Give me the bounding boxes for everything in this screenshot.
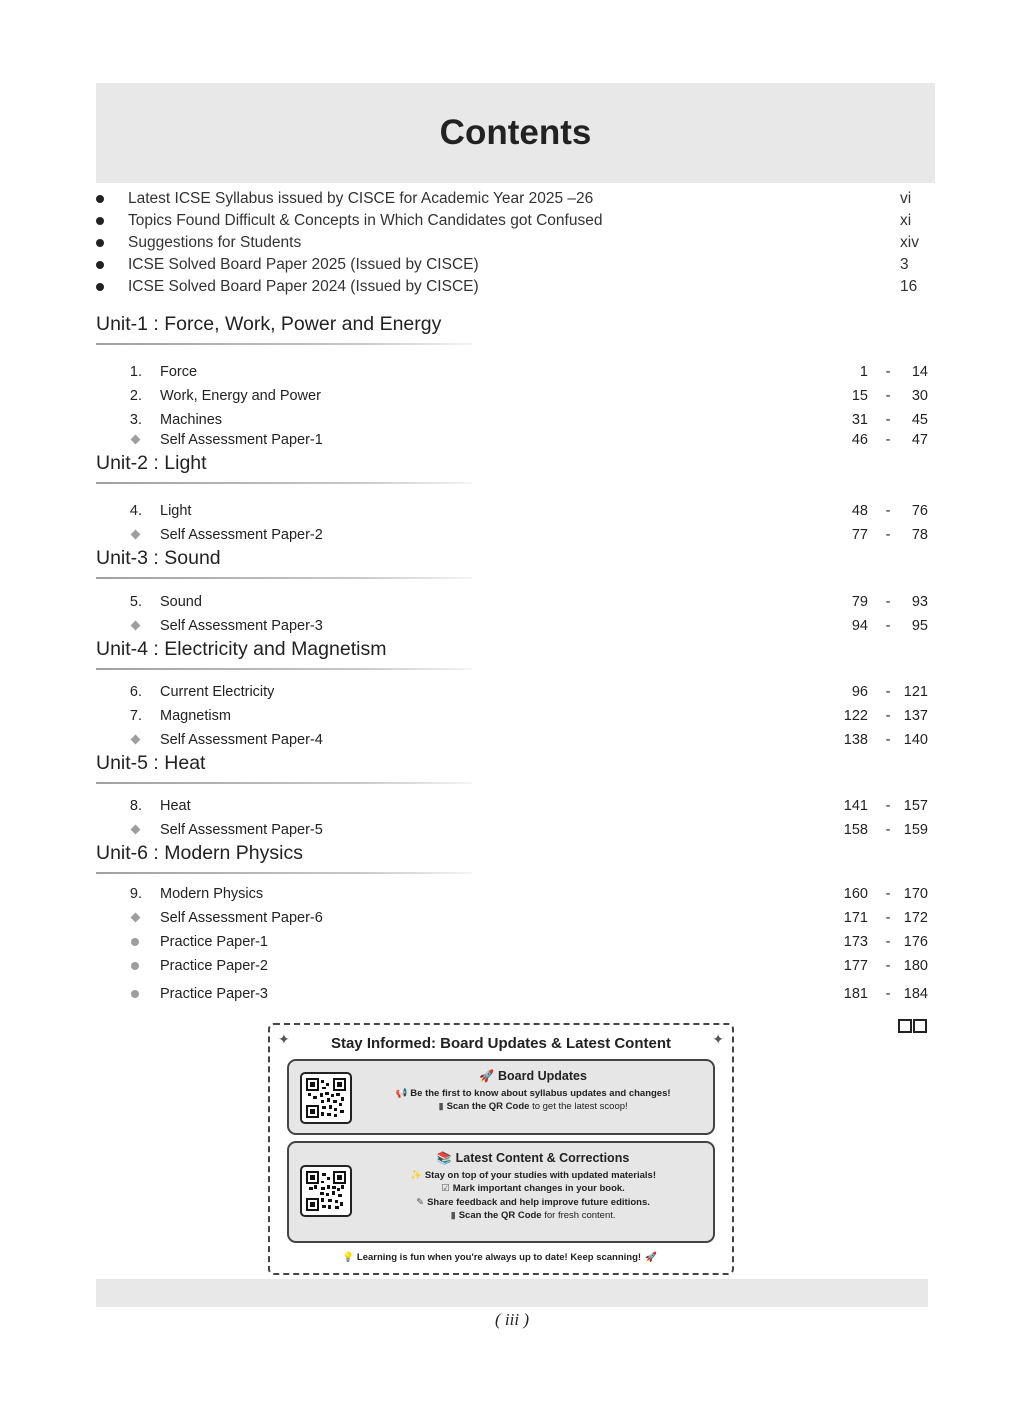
- toc-entry[interactable]: [0, 503, 1024, 523]
- unit-title: Unit-2 : Light: [96, 452, 207, 474]
- page-end: 76: [911, 503, 928, 519]
- page-range-dash: -: [885, 388, 891, 404]
- intro-item-page: xiv: [900, 234, 919, 251]
- intro-item-label: Suggestions for Students: [128, 234, 302, 251]
- chapter-number: 8.: [129, 798, 142, 814]
- check-box-icon: ☑: [441, 1183, 450, 1194]
- page-end: 78: [911, 527, 928, 543]
- entry-title: Practice Paper-1: [160, 934, 268, 950]
- unit-heading: [96, 842, 476, 865]
- unit-heading: [96, 547, 476, 570]
- bullet-icon: [96, 239, 104, 247]
- info-box-footer-text: Learning is fun when you're always up to date! Keep scanning!: [356, 1252, 642, 1263]
- toc-entry[interactable]: [0, 432, 1024, 452]
- entry-title: Magnetism: [160, 708, 231, 724]
- intro-item-page: xi: [900, 212, 912, 229]
- page-start: 48: [851, 503, 868, 519]
- board-updates-line-1: Be the first to know about syllabus updates and changes!: [410, 1087, 671, 1099]
- entry-title: Self Assessment Paper-4: [160, 732, 323, 748]
- intro-item-label: Latest ICSE Syllabus issued by CISCE for Academic Year 2025 –26: [128, 190, 594, 207]
- page-start: 15: [851, 388, 868, 404]
- qr-code-icon[interactable]: [300, 1165, 352, 1217]
- page-end: 140: [903, 732, 928, 748]
- page-start: 77: [851, 527, 868, 543]
- page-range-dash: -: [885, 822, 891, 838]
- toc-entry[interactable]: [0, 684, 1024, 704]
- latest-line-3: Share feedback and help improve future editions.: [427, 1196, 650, 1208]
- page-range-dash: -: [885, 364, 891, 380]
- latest-content-title: Latest Content & Corrections: [455, 1151, 630, 1165]
- toc-entry[interactable]: [0, 618, 1024, 638]
- intro-item-label: ICSE Solved Board Paper 2025 (Issued by CISCE): [128, 256, 479, 273]
- page-start: 31: [851, 412, 868, 428]
- diamond-bullet-icon: [131, 735, 141, 745]
- diamond-bullet-icon: [131, 435, 141, 445]
- intro-item[interactable]: [96, 232, 928, 254]
- qr-code-graphic: [306, 1078, 346, 1118]
- info-box-header: Stay Informed: Board Updates & Latest Content: [330, 1035, 672, 1052]
- intro-item-page: 16: [900, 278, 918, 295]
- dot-bullet-icon: [131, 962, 139, 970]
- bullet-icon: [96, 217, 104, 225]
- page-start: 96: [851, 684, 868, 700]
- entry-title: Self Assessment Paper-6: [160, 910, 323, 926]
- page-end: 93: [911, 594, 928, 610]
- rocket-icon: 🚀: [479, 1069, 495, 1083]
- entry-title: Work, Energy and Power: [160, 388, 321, 404]
- lightbulb-icon: 💡: [342, 1252, 354, 1263]
- bullet-icon: [96, 195, 104, 203]
- page-range-dash: -: [885, 527, 891, 543]
- entry-title: Practice Paper-2: [160, 958, 268, 974]
- entry-title: Self Assessment Paper-2: [160, 527, 323, 543]
- page-range-dash: -: [885, 798, 891, 814]
- unit-rule: [96, 577, 472, 579]
- party-popper-icon: ✦: [712, 1031, 724, 1047]
- board-scan-rest: to get the latest scoop!: [529, 1101, 628, 1112]
- page-end: 159: [903, 822, 928, 838]
- toc-entry[interactable]: [0, 934, 1024, 954]
- toc-entry[interactable]: [0, 527, 1024, 547]
- board-updates-card: [287, 1059, 715, 1135]
- page-range-dash: -: [885, 934, 891, 950]
- unit-title: Unit-3 : Sound: [96, 547, 221, 569]
- page-start: 138: [843, 732, 868, 748]
- page-start: 141: [843, 798, 868, 814]
- intro-item[interactable]: [96, 276, 928, 298]
- entry-title: Current Electricity: [160, 684, 275, 700]
- unit-heading: [96, 452, 476, 475]
- bullet-icon: [96, 283, 104, 291]
- rocket-icon: 🚀: [645, 1252, 657, 1263]
- page-end: 95: [911, 618, 928, 634]
- page-end: 157: [903, 798, 928, 814]
- page-title: Contents: [439, 113, 592, 152]
- latest-line-1: Stay on top of your studies with updated materials!: [424, 1169, 657, 1181]
- footer-band: [96, 1279, 928, 1307]
- toc-entry[interactable]: [0, 708, 1024, 728]
- page-start: 160: [843, 886, 868, 902]
- latest-scan-strong: Scan the QR Code: [458, 1210, 542, 1221]
- page-range-dash: -: [885, 886, 891, 902]
- page-start: 94: [851, 618, 868, 634]
- page-end: 176: [903, 934, 928, 950]
- toc-entry[interactable]: [0, 886, 1024, 906]
- entry-title: Machines: [160, 412, 223, 428]
- chapter-number: 9.: [129, 886, 142, 902]
- entry-title: Self Assessment Paper-1: [160, 432, 323, 448]
- page-end: 184: [903, 986, 928, 1002]
- page-start: 122: [843, 708, 868, 724]
- page-start: 173: [843, 934, 868, 950]
- chapter-number: 4.: [129, 503, 142, 519]
- diamond-bullet-icon: [131, 913, 141, 923]
- page-end: 180: [903, 958, 928, 974]
- page-range-dash: -: [885, 618, 891, 634]
- toc-entry[interactable]: [0, 594, 1024, 614]
- info-box-footer: [270, 1252, 732, 1263]
- page-range-dash: -: [885, 503, 891, 519]
- entry-title: Self Assessment Paper-3: [160, 618, 323, 634]
- entry-title: Heat: [160, 798, 191, 814]
- page-start: 181: [843, 986, 868, 1002]
- page-end: 47: [911, 432, 928, 448]
- toc-entry[interactable]: [0, 798, 1024, 818]
- page-range-dash: -: [885, 986, 891, 1002]
- chapter-number: 2.: [129, 388, 142, 404]
- toc-entry[interactable]: [0, 986, 1024, 1006]
- intro-item[interactable]: [96, 210, 928, 232]
- chapter-number: 3.: [129, 412, 142, 428]
- chapter-number: 6.: [129, 684, 142, 700]
- end-mark-icon: [898, 1019, 928, 1038]
- unit-heading: [96, 752, 476, 775]
- unit-title: Unit-6 : Modern Physics: [96, 842, 303, 864]
- page-end: 170: [903, 886, 928, 902]
- intro-item-page: 3: [900, 256, 909, 273]
- intro-item[interactable]: [96, 254, 928, 276]
- latest-scan-rest: for fresh content.: [541, 1210, 616, 1221]
- page-start: 79: [851, 594, 868, 610]
- page-range-dash: -: [885, 594, 891, 610]
- intro-item-label: Topics Found Difficult & Concepts in Which Candidates got Confused: [128, 212, 603, 229]
- intro-item-label: ICSE Solved Board Paper 2024 (Issued by CISCE): [128, 278, 479, 295]
- toc-entry[interactable]: [0, 958, 1024, 978]
- toc-entry[interactable]: [0, 412, 1024, 432]
- latest-content-text: [359, 1152, 707, 1223]
- toc-entry[interactable]: [0, 822, 1024, 842]
- page-range-dash: -: [885, 958, 891, 974]
- megaphone-icon: 📢: [395, 1087, 408, 1099]
- page-end: 121: [903, 684, 928, 700]
- intro-item[interactable]: [96, 188, 928, 210]
- entry-title: Self Assessment Paper-5: [160, 822, 323, 838]
- pencil-icon: ✎: [416, 1196, 425, 1208]
- entry-title: Light: [160, 503, 192, 519]
- dot-bullet-icon: [131, 990, 139, 998]
- qr-code-graphic: [306, 1171, 346, 1211]
- toc-entry[interactable]: [0, 732, 1024, 752]
- unit-heading: [96, 638, 476, 661]
- sparkles-icon: ✨: [409, 1169, 422, 1181]
- unit-heading: [96, 313, 476, 336]
- page-start: 158: [843, 822, 868, 838]
- unit-rule: [96, 872, 472, 874]
- entry-title: Sound: [160, 594, 202, 610]
- intro-list: [96, 188, 928, 298]
- chapter-number: 5.: [129, 594, 142, 610]
- phone-icon: ▮: [450, 1210, 456, 1221]
- entry-title: Practice Paper-3: [160, 986, 268, 1002]
- page-end: 14: [911, 364, 928, 380]
- phone-icon: ▮: [438, 1101, 444, 1112]
- unit-rule: [96, 343, 472, 345]
- page-start: 177: [843, 958, 868, 974]
- diamond-bullet-icon: [131, 621, 141, 631]
- diamond-bullet-icon: [131, 825, 141, 835]
- page-start: 46: [851, 432, 868, 448]
- page-range-dash: -: [885, 432, 891, 448]
- unit-title: Unit-4 : Electricity and Magnetism: [96, 638, 387, 660]
- entry-title: Force: [160, 364, 198, 380]
- unit-rule: [96, 782, 472, 784]
- latest-content-card: [287, 1141, 715, 1243]
- page-range-dash: -: [885, 708, 891, 724]
- page-range-dash: -: [885, 412, 891, 428]
- board-updates-text: [359, 1070, 707, 1114]
- qr-code-icon[interactable]: [300, 1072, 352, 1124]
- entry-title: Modern Physics: [160, 886, 264, 902]
- diamond-bullet-icon: [131, 530, 141, 540]
- page-range-dash: -: [885, 910, 891, 926]
- chapter-number: 7.: [129, 708, 142, 724]
- unit-rule: [96, 482, 472, 484]
- page-start: 171: [843, 910, 868, 926]
- books-icon: 📚: [436, 1151, 452, 1165]
- page-number: ( iii ): [495, 1310, 529, 1329]
- chapter-number: 1.: [129, 364, 142, 380]
- board-updates-title: Board Updates: [498, 1069, 587, 1083]
- page-end: 30: [911, 388, 928, 404]
- dot-bullet-icon: [131, 938, 139, 946]
- party-popper-icon: ✦: [278, 1031, 290, 1047]
- bullet-icon: [96, 261, 104, 269]
- toc-entry[interactable]: [0, 364, 1024, 384]
- page-end: 137: [903, 708, 928, 724]
- unit-rule: [96, 668, 472, 670]
- toc-entry[interactable]: [0, 910, 1024, 930]
- intro-item-page: vi: [900, 190, 912, 207]
- toc-entry[interactable]: [0, 388, 1024, 408]
- info-box: [268, 1023, 734, 1275]
- unit-title: Unit-1 : Force, Work, Power and Energy: [96, 313, 442, 335]
- page-end: 45: [911, 412, 928, 428]
- page-range-dash: -: [885, 684, 891, 700]
- latest-line-2: Mark important changes in your book.: [452, 1183, 625, 1194]
- title-band: [96, 83, 935, 183]
- page-range-dash: -: [885, 732, 891, 748]
- page-start: 1: [859, 364, 868, 380]
- board-scan-strong: Scan the QR Code: [446, 1101, 530, 1112]
- unit-title: Unit-5 : Heat: [96, 752, 206, 774]
- page-end: 172: [903, 910, 928, 926]
